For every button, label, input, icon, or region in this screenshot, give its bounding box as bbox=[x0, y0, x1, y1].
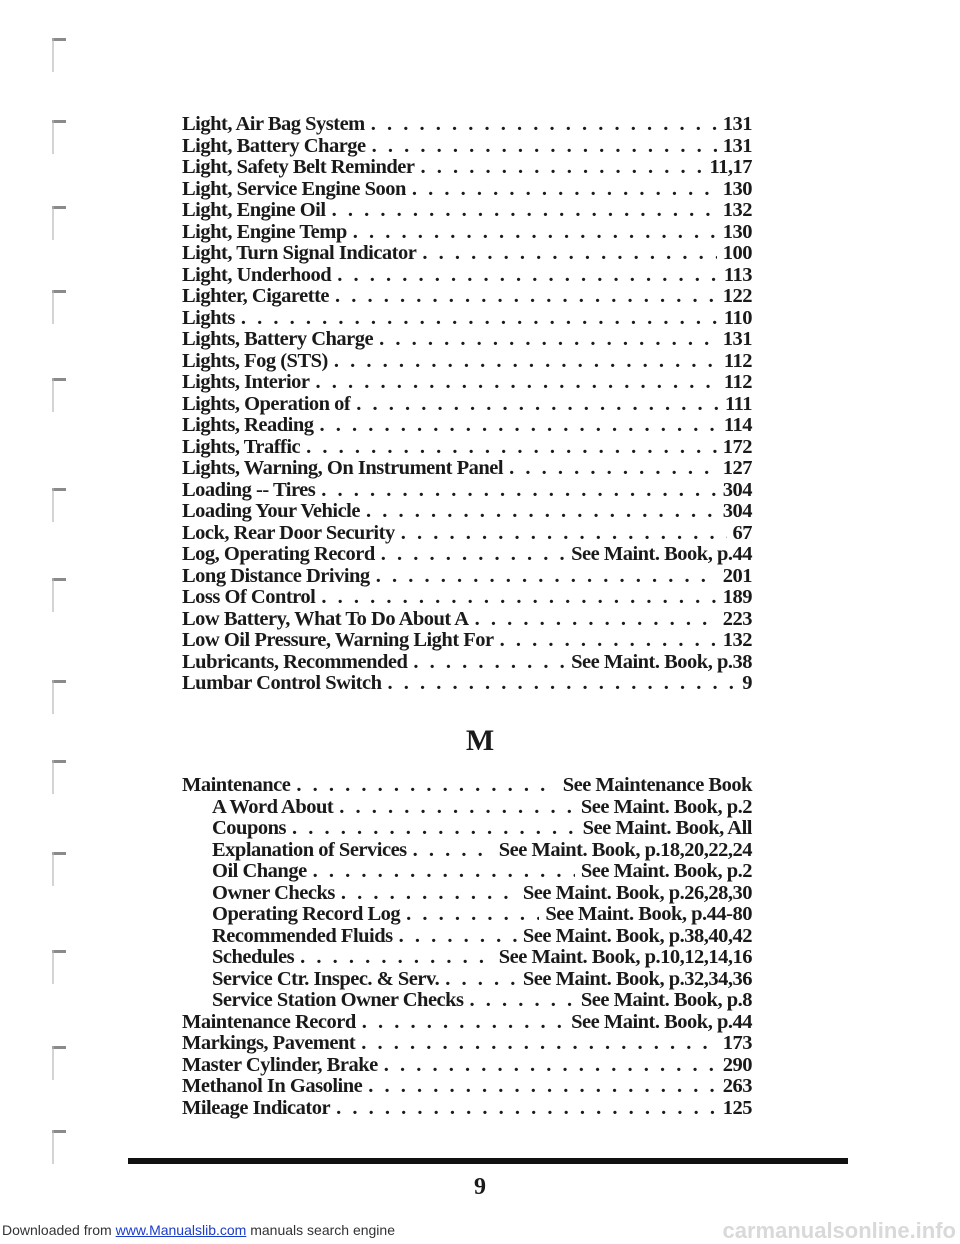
entry-term: Light, Engine Oil bbox=[182, 199, 326, 221]
leader-dots bbox=[339, 796, 575, 819]
entry-term: Light, Service Engine Soon bbox=[182, 177, 406, 200]
entry-term: Explanation of Services bbox=[212, 838, 407, 861]
entry-page-ref: 130 bbox=[722, 220, 752, 243]
edge-mark bbox=[52, 578, 66, 581]
entry-page-ref: See Maint. Book, p.32,34,36 bbox=[522, 967, 752, 990]
entry-term: Owner Checks bbox=[212, 881, 335, 904]
entry-page-ref: 263 bbox=[722, 1075, 752, 1097]
index-entry bbox=[182, 1011, 752, 1033]
leader-dots bbox=[353, 221, 717, 244]
entry-page-ref: 189 bbox=[722, 586, 752, 608]
entry-term: Mileage Indicator bbox=[182, 1096, 331, 1119]
leader-dots bbox=[292, 817, 577, 840]
leader-dots bbox=[371, 113, 717, 136]
entry-term: Lighter, Cigarette bbox=[182, 285, 329, 307]
index-entry bbox=[182, 393, 752, 415]
entry-term: Light, Air Bag System bbox=[182, 113, 365, 135]
manualslib-link[interactable]: www.Manualslib.com bbox=[115, 1222, 247, 1238]
index-entry bbox=[182, 651, 752, 673]
index-entry bbox=[182, 113, 752, 135]
edge-mark bbox=[52, 852, 66, 855]
leader-dots bbox=[361, 1032, 717, 1055]
entry-page-ref: 127 bbox=[722, 457, 752, 479]
edge-mark bbox=[52, 1130, 66, 1133]
index-entry bbox=[182, 221, 752, 243]
index-entry bbox=[182, 1032, 752, 1054]
entry-term: Lights, Reading bbox=[182, 414, 314, 436]
leader-dots bbox=[321, 479, 716, 502]
site-watermark: carmanualsonline.info bbox=[722, 1218, 956, 1243]
edge-mark bbox=[52, 1046, 66, 1049]
entry-term: Light, Engine Temp bbox=[182, 220, 347, 243]
entry-term: Oil Change bbox=[212, 860, 307, 882]
entry-term: Low Battery, What To Do About A bbox=[182, 607, 469, 630]
leader-dots bbox=[384, 1054, 717, 1077]
edge-mark bbox=[52, 120, 66, 123]
entry-term: Coupons bbox=[212, 817, 286, 839]
index-entry bbox=[182, 543, 752, 565]
index-entry bbox=[182, 522, 752, 544]
entry-term: Loading -- Tires bbox=[182, 478, 316, 501]
entry-page-ref: 112 bbox=[723, 371, 752, 393]
entry-page-ref: 304 bbox=[722, 478, 752, 501]
edge-mark bbox=[52, 488, 66, 491]
edge-mark bbox=[52, 206, 66, 209]
entry-term: Operating Record Log bbox=[212, 903, 401, 925]
leader-dots bbox=[300, 946, 493, 969]
index-entry bbox=[182, 608, 752, 630]
entry-page-ref: 132 bbox=[722, 629, 752, 651]
section-letter-heading: M bbox=[465, 724, 495, 757]
entry-page-ref: See Maint. Book, p.2 bbox=[580, 795, 752, 818]
index-subentry bbox=[182, 839, 752, 861]
leader-dots bbox=[420, 156, 703, 179]
entry-term: Loading Your Vehicle bbox=[182, 500, 360, 522]
index-subentry bbox=[182, 817, 752, 839]
edge-mark bbox=[52, 290, 66, 293]
leader-dots bbox=[241, 307, 718, 330]
index-entry bbox=[182, 1054, 752, 1076]
entry-page-ref: See Maint. Book, p.38 bbox=[571, 650, 752, 673]
index-entry bbox=[182, 242, 752, 264]
entry-page-ref: See Maint. Book, p.18,20,22,24 bbox=[498, 838, 752, 861]
entry-term: Light, Safety Belt Reminder bbox=[182, 156, 415, 178]
index-entry bbox=[182, 285, 752, 307]
index-entry bbox=[182, 156, 752, 178]
index-entry bbox=[182, 586, 752, 608]
leader-dots bbox=[306, 436, 717, 459]
entry-term: Light, Battery Charge bbox=[182, 134, 366, 157]
index-entry bbox=[182, 629, 752, 651]
leader-dots bbox=[356, 393, 719, 416]
leader-dots bbox=[337, 264, 718, 287]
entry-term: Methanol In Gasoline bbox=[182, 1075, 363, 1097]
index-entry bbox=[182, 457, 752, 479]
leader-dots bbox=[372, 135, 717, 158]
entry-page-ref: See Maint. Book, All bbox=[582, 817, 752, 839]
index-subentry bbox=[182, 946, 752, 968]
edge-mark bbox=[52, 680, 66, 683]
edge-mark bbox=[52, 378, 66, 381]
leader-dots bbox=[368, 1075, 717, 1098]
entry-term: Lights, Operation of bbox=[182, 392, 351, 415]
entry-term: Service Station Owner Checks bbox=[212, 989, 464, 1011]
index-entry bbox=[182, 774, 752, 796]
entry-page-ref: 125 bbox=[722, 1096, 752, 1119]
entry-page-ref: 67 bbox=[732, 521, 752, 544]
entry-page-ref: 173 bbox=[722, 1032, 752, 1054]
entry-page-ref: 131 bbox=[722, 328, 752, 350]
banner-prefix: Downloaded from bbox=[2, 1222, 116, 1238]
entry-page-ref: 110 bbox=[723, 306, 752, 329]
index-entry bbox=[182, 479, 752, 501]
entry-page-ref: 132 bbox=[722, 199, 752, 221]
entry-term: Light, Turn Signal Indicator bbox=[182, 242, 417, 264]
leader-dots bbox=[500, 629, 717, 652]
leader-dots bbox=[362, 1011, 565, 1034]
download-banner bbox=[0, 1218, 960, 1242]
entry-term: Lights, Fog (STS) bbox=[182, 349, 328, 372]
leader-dots bbox=[334, 350, 718, 373]
edge-mark bbox=[52, 760, 66, 763]
entry-term: Maintenance Record bbox=[182, 1010, 356, 1033]
entry-term: Light, Underhood bbox=[182, 263, 332, 286]
entry-term: Lubricants, Recommended bbox=[182, 650, 408, 673]
entry-page-ref: 130 bbox=[722, 177, 752, 200]
index-entry bbox=[182, 199, 752, 221]
index-entry bbox=[182, 307, 752, 329]
entry-term: Loss Of Control bbox=[182, 586, 316, 608]
binder-edge-marks bbox=[0, 0, 80, 1242]
leader-dots bbox=[406, 903, 539, 926]
entry-page-ref: 304 bbox=[722, 500, 752, 522]
entry-page-ref: 201 bbox=[722, 564, 752, 587]
leader-dots bbox=[321, 586, 716, 609]
entry-term: Schedules bbox=[212, 946, 295, 968]
banner-suffix: manuals search engine bbox=[246, 1222, 395, 1238]
index-subentry bbox=[182, 989, 752, 1011]
leader-dots bbox=[412, 178, 717, 201]
entry-page-ref: 100 bbox=[722, 242, 752, 264]
page-number: 9 bbox=[474, 1174, 486, 1200]
entry-term: Recommended Fluids bbox=[212, 924, 393, 947]
leader-dots bbox=[332, 199, 717, 222]
index-entry bbox=[182, 414, 752, 436]
entry-term: Lights, Traffic bbox=[182, 435, 301, 458]
leader-dots bbox=[470, 989, 575, 1012]
entry-page-ref: 172 bbox=[722, 435, 752, 458]
entry-page-ref: See Maint. Book, p.44-80 bbox=[545, 903, 752, 925]
entry-page-ref: 114 bbox=[723, 414, 752, 436]
entry-term: Markings, Pavement bbox=[182, 1032, 356, 1054]
entry-page-ref: See Maint. Book, p.10,12,14,16 bbox=[498, 946, 752, 968]
index-entry bbox=[182, 1097, 752, 1119]
entry-term: A Word About bbox=[212, 795, 334, 818]
index-subentry bbox=[182, 925, 752, 947]
entry-page-ref: 290 bbox=[722, 1053, 752, 1076]
leader-dots bbox=[319, 414, 717, 437]
entry-term: Lights, Warning, On Instrument Panel bbox=[182, 457, 504, 479]
entry-page-ref: 131 bbox=[722, 134, 752, 157]
leader-dots bbox=[313, 860, 575, 883]
index-section-l bbox=[182, 113, 752, 694]
leader-dots bbox=[296, 774, 556, 797]
leader-dots bbox=[336, 1097, 717, 1120]
index-subentry bbox=[182, 882, 752, 904]
index-entry bbox=[182, 135, 752, 157]
leader-dots bbox=[379, 328, 717, 351]
leader-dots bbox=[335, 285, 717, 308]
leader-dots bbox=[413, 651, 565, 674]
entry-term: Master Cylinder, Brake bbox=[182, 1053, 378, 1076]
entry-page-ref: 113 bbox=[723, 263, 752, 286]
entry-page-ref: See Maint. Book, p.44 bbox=[571, 543, 752, 565]
entry-term: Log, Operating Record bbox=[182, 543, 375, 565]
leader-dots bbox=[475, 608, 717, 631]
download-notice bbox=[2, 1222, 395, 1238]
entry-page-ref: See Maint. Book, p.8 bbox=[580, 989, 752, 1011]
entry-term: Lock, Rear Door Security bbox=[182, 521, 395, 544]
leader-dots bbox=[341, 882, 517, 905]
entry-page-ref: 131 bbox=[722, 113, 752, 135]
leader-dots bbox=[422, 242, 716, 265]
entry-term: Lights, Battery Charge bbox=[182, 328, 374, 350]
entry-page-ref: 9 bbox=[742, 672, 752, 694]
entry-page-ref: See Maint. Book, p.26,28,30 bbox=[522, 881, 752, 904]
index-subentry bbox=[182, 860, 752, 882]
index-entry bbox=[182, 672, 752, 694]
leader-dots bbox=[376, 565, 717, 588]
index-entry bbox=[182, 1075, 752, 1097]
entry-term: Lights, Interior bbox=[182, 371, 310, 393]
index-entry bbox=[182, 350, 752, 372]
entry-page-ref: See Maint. Book, p.2 bbox=[580, 860, 752, 882]
entry-page-ref: 122 bbox=[722, 285, 752, 307]
entry-term: Maintenance bbox=[182, 774, 291, 796]
entry-term: Long Distance Driving bbox=[182, 564, 370, 587]
index-entry bbox=[182, 436, 752, 458]
leader-dots bbox=[316, 371, 718, 394]
edge-mark bbox=[52, 38, 66, 41]
entry-term: Low Oil Pressure, Warning Light For bbox=[182, 629, 494, 651]
entry-page-ref: 112 bbox=[723, 349, 752, 372]
index-subentry bbox=[182, 796, 752, 818]
leader-dots bbox=[445, 968, 517, 991]
leader-dots bbox=[413, 839, 493, 862]
index-subentry bbox=[182, 903, 752, 925]
index-entry bbox=[182, 371, 752, 393]
entry-term: Lights bbox=[182, 306, 235, 329]
footer-rule bbox=[128, 1158, 848, 1164]
index-entry bbox=[182, 500, 752, 522]
entry-page-ref: See Maint. Book, p.44 bbox=[571, 1010, 752, 1033]
leader-dots bbox=[509, 457, 717, 480]
leader-dots bbox=[381, 543, 565, 566]
entry-term: Lumbar Control Switch bbox=[182, 672, 382, 694]
leader-dots bbox=[401, 522, 727, 545]
index-entry bbox=[182, 264, 752, 286]
entry-page-ref: See Maint. Book, p.38,40,42 bbox=[522, 924, 752, 947]
index-entry bbox=[182, 565, 752, 587]
entry-page-ref: 111 bbox=[725, 392, 752, 415]
entry-page-ref: 223 bbox=[722, 607, 752, 630]
entry-page-ref: 11,17 bbox=[709, 156, 752, 178]
index-entry bbox=[182, 328, 752, 350]
leader-dots bbox=[366, 500, 717, 523]
index-entry bbox=[182, 178, 752, 200]
entry-page-ref: See Maintenance Book bbox=[562, 774, 752, 796]
edge-mark bbox=[52, 950, 66, 953]
entry-term: Service Ctr. Inspec. & Serv. bbox=[212, 967, 440, 990]
leader-dots bbox=[399, 925, 517, 948]
index-section-m bbox=[182, 774, 752, 1118]
index-subentry bbox=[182, 968, 752, 990]
leader-dots bbox=[387, 672, 736, 695]
